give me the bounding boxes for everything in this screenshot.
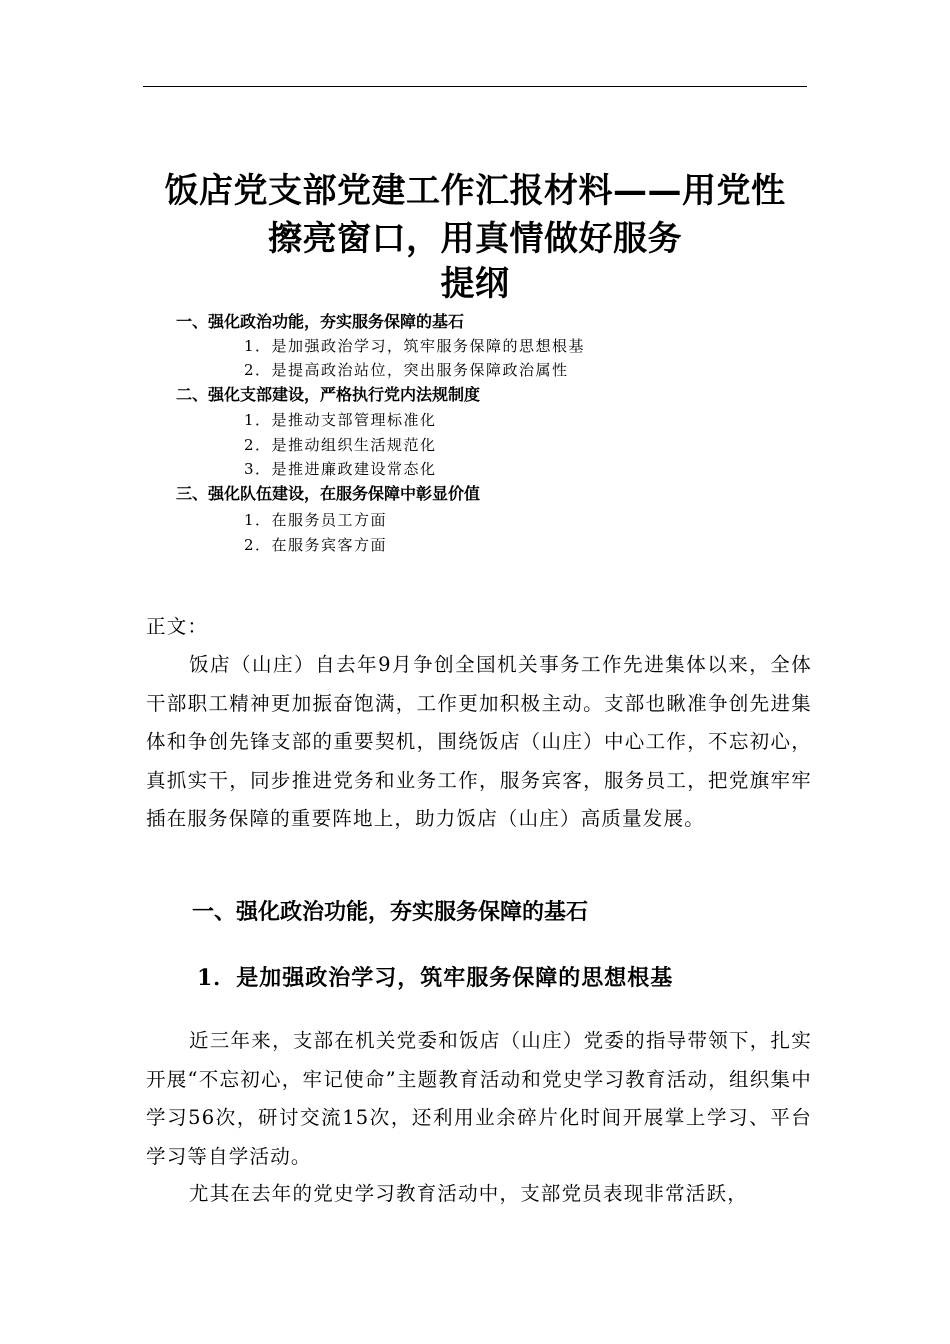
outline-item: 1．是加强政治学习，筑牢服务保障的思想根基 [244, 337, 586, 355]
body-paragraph: 饭店（山庄）自去年9月争创全国机关事务工作先进集体以来，全体干部职工精神更加振奋饱满，工作更加积极主动。支部也瞅准争创先进集体和争创先锋支部的重要契机，围绕饭店（山庄）中心工作，不忘初心，真抓实干，同步推进党务和业务工作，服务宾客，服务员工，把党旗牢牢插在服务保障的重要阵地上，助力饭店（山庄）高质量发展。 [146, 653, 812, 830]
outline-item: 1．在服务员工方面 [244, 511, 388, 529]
outline-heading-3: 三、强化队伍建设，在服务保障中彰显价值 [176, 484, 481, 503]
body-label: 正文： [146, 615, 209, 638]
document-title-line-1: 饭店党支部党建工作汇报材料——用党性 [164, 171, 786, 211]
section-heading: 一、强化政治功能，夯实服务保障的基石 [192, 900, 589, 925]
outline-heading-1: 一、强化政治功能，夯实服务保障的基石 [176, 312, 465, 331]
outline-item: 2．在服务宾客方面 [244, 536, 388, 554]
document-title-line-2: 擦亮窗口，用真情做好服务 [268, 219, 682, 259]
outline-item: 1．是推动支部管理标准化 [244, 411, 437, 429]
outline-heading-2: 二、强化支部建设，严格执行党内法规制度 [176, 385, 481, 404]
outline-item: 3．是推进廉政建设常态化 [244, 460, 437, 478]
body-paragraph: 尤其在去年的党史学习教育活动中，支部党员表现非常活跃， [189, 1182, 748, 1205]
outline-title: 提纲 [440, 264, 510, 304]
outline-item: 2．是提高政治站位，突出服务保障政治属性 [244, 361, 569, 379]
outline-item: 2．是推动组织生活规范化 [244, 436, 437, 454]
subsection-heading: 1．是加强政治学习，筑牢服务保障的思想根基 [197, 965, 674, 991]
header-rule [143, 86, 807, 87]
body-paragraph: 近三年来，支部在机关党委和饭店（山庄）党委的指导带领下，扎实开展“不忘初心，牢记使命”主题教育活动和党史学习教育活动，组织集中学习56次，研讨交流15次，还利用业余碎片化时间开展掌上学习、平台学习等自学活动。 [146, 1029, 812, 1168]
